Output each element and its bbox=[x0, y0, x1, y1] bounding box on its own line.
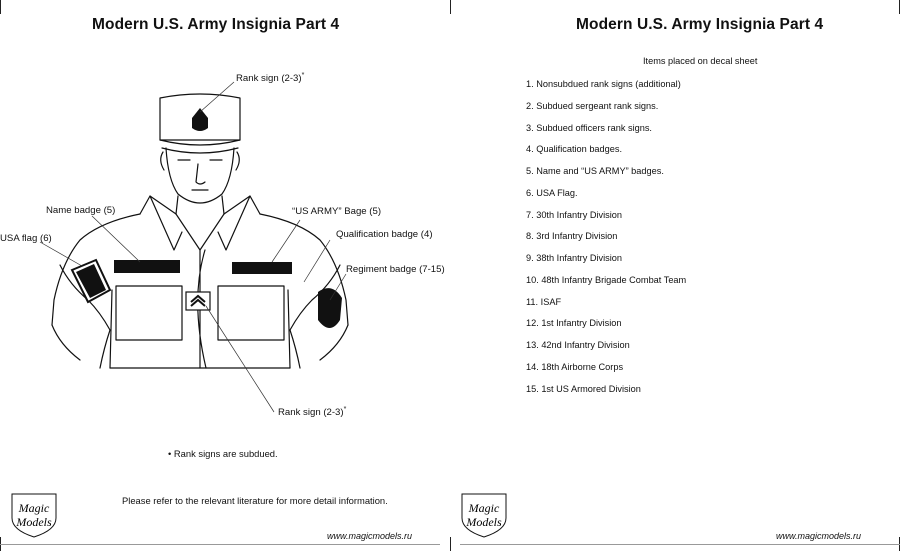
list-item: 5. Name and “US ARMY” badges. bbox=[526, 166, 664, 176]
list-item: 1. Nonsubdued rank signs (additional) bbox=[526, 79, 681, 89]
name-badge-patch bbox=[114, 260, 180, 273]
list-item: 4. Qualification badges. bbox=[526, 144, 623, 155]
website-url: www.magicmodels.ru bbox=[327, 531, 413, 541]
callout-usa-flag: USA flag (6) bbox=[0, 233, 52, 244]
callout-regiment-badge: Regiment badge (7-15) bbox=[346, 264, 445, 275]
list-item: 12. 1st Infantry Division bbox=[526, 318, 622, 329]
magic-models-logo bbox=[456, 490, 512, 540]
svg-text:Magic: Magic bbox=[18, 501, 50, 515]
decal-items-list bbox=[526, 79, 686, 405]
footnote: • Rank signs are subdued. bbox=[168, 448, 278, 459]
list-item: 11. ISAF bbox=[526, 296, 562, 307]
right-page bbox=[450, 0, 900, 551]
svg-text:Magic: Magic bbox=[468, 501, 500, 515]
reference-note: Please refer to the relevant literature for more detail information. bbox=[122, 495, 388, 506]
decal-sheet-subtitle: Items placed on decal sheet bbox=[643, 56, 758, 66]
list-item: 8. 3rd Infantry Division bbox=[526, 231, 618, 242]
callout-us-army-badge: “US ARMY” Bage (5) bbox=[292, 206, 382, 217]
list-item: 15. 1st US Armored Division bbox=[526, 383, 641, 394]
list-item: 10. 48th Infantry Brigade Combat Team bbox=[526, 274, 687, 285]
list-item: 13. 42nd Infantry Division bbox=[526, 340, 630, 350]
svg-text:Models: Models bbox=[16, 515, 52, 529]
svg-text:Models: Models bbox=[466, 515, 502, 529]
page-title: Modern U.S. Army Insignia Part 4 bbox=[92, 16, 340, 33]
list-item: 2. Subdued sergeant rank signs. bbox=[526, 100, 659, 111]
regiment-badge-patch bbox=[318, 288, 342, 328]
callout-rank-bottom: Rank sign (2-3)* bbox=[278, 406, 347, 418]
callout-name-badge: Name badge (5) bbox=[46, 205, 116, 216]
page-title: Modern U.S. Army Insignia Part 4 bbox=[576, 16, 824, 33]
callout-qualification-badge: Qualification badge (4) bbox=[336, 229, 433, 240]
callout-rank-top: Rank sign (2-3)* bbox=[236, 72, 305, 84]
list-item: 14. 18th Airborne Corps bbox=[526, 361, 624, 372]
list-item: 7. 30th Infantry Division bbox=[526, 209, 623, 220]
list-item: 3. Subdued officers rank signs. bbox=[526, 122, 652, 133]
list-item: 9. 38th Infantry Division bbox=[526, 253, 623, 263]
list-item: 6. USA Flag. bbox=[526, 187, 578, 198]
us-army-badge-patch bbox=[232, 262, 292, 274]
magic-models-logo bbox=[6, 490, 62, 540]
website-url: www.magicmodels.ru bbox=[776, 531, 862, 541]
cap-rank-insignia bbox=[192, 108, 208, 131]
